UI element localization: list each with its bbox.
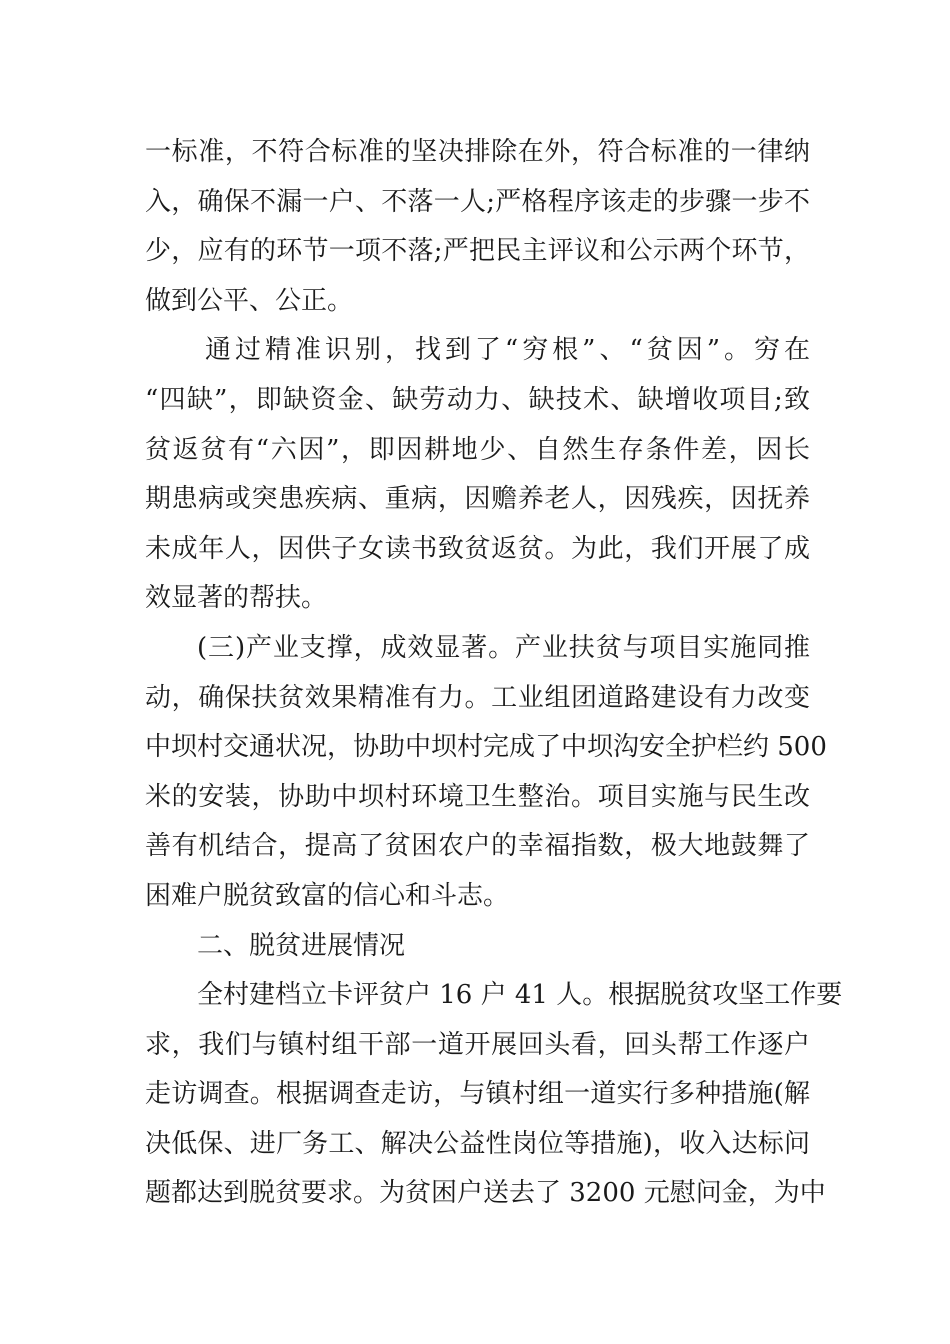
text-line: 入，确保不漏一户、不落一人;严格程序该走的步骤一步不 [145, 186, 810, 217]
text-line: 一标准，不符合标准的坚决排除在外，符合标准的一律纳 [145, 137, 810, 167]
text-line: 走访调查。根据调查走访，与镇村组一道实行多种措施(解 [145, 1079, 810, 1110]
text-line: 通过精准识别，找到了“穷根”、“贫因”。穷在 [205, 335, 810, 366]
text-line: 动，确保扶贫效果精准有力。工业组团道路建设有力改变 [145, 682, 810, 713]
text-line: 中坝村交通状况，协助中坝村完成了中坝沟安全护栏约 500 [145, 732, 827, 763]
text-line: 效显著的帮扶。 [145, 583, 328, 614]
text-line: 期患病或突患疾病、重病，因赡养老人，因残疾，因抚养 [145, 484, 810, 515]
text-line: 米的安装，协助中坝村环境卫生整治。项目实施与民生改 [145, 781, 810, 812]
section-heading: 二、脱贫进展情况 [197, 930, 406, 961]
text-line: 困难户脱贫致富的信心和斗志。 [145, 880, 510, 911]
text-line: 善有机结合，提高了贫困农户的幸福指数，极大地鼓舞了 [145, 831, 810, 862]
text-line: 全村建档立卡评贫户 16 户 41 人。根据脱贫攻坚工作要 [197, 980, 843, 1011]
text-line: 求，我们与镇村组干部一道开展回头看，回头帮工作逐户 [145, 1029, 810, 1060]
text-line: 做到公平、公正。 [145, 285, 354, 316]
text-line: (三)产业支撑，成效显著。产业扶贫与项目实施同推 [197, 632, 810, 663]
text-line: “四缺”，即缺资金、缺劳动力、缺技术、缺增收项目;致 [145, 384, 810, 415]
text-line: 决低保、进厂务工、解决公益性岗位等措施)，收入达标问 [145, 1128, 810, 1159]
text-line: 贫返贫有“六因”，即因耕地少、自然生存条件差，因长 [145, 434, 810, 465]
text-line: 少，应有的环节一项不落;严把民主评议和公示两个环节， [145, 236, 810, 267]
text-line: 未成年人，因供子女读书致贫返贫。为此，我们开展了成 [145, 533, 810, 564]
text-line: 题都达到脱贫要求。为贫困户送去了 3200 元慰问金，为中 [145, 1178, 826, 1209]
body-text [145, 128, 843, 1219]
